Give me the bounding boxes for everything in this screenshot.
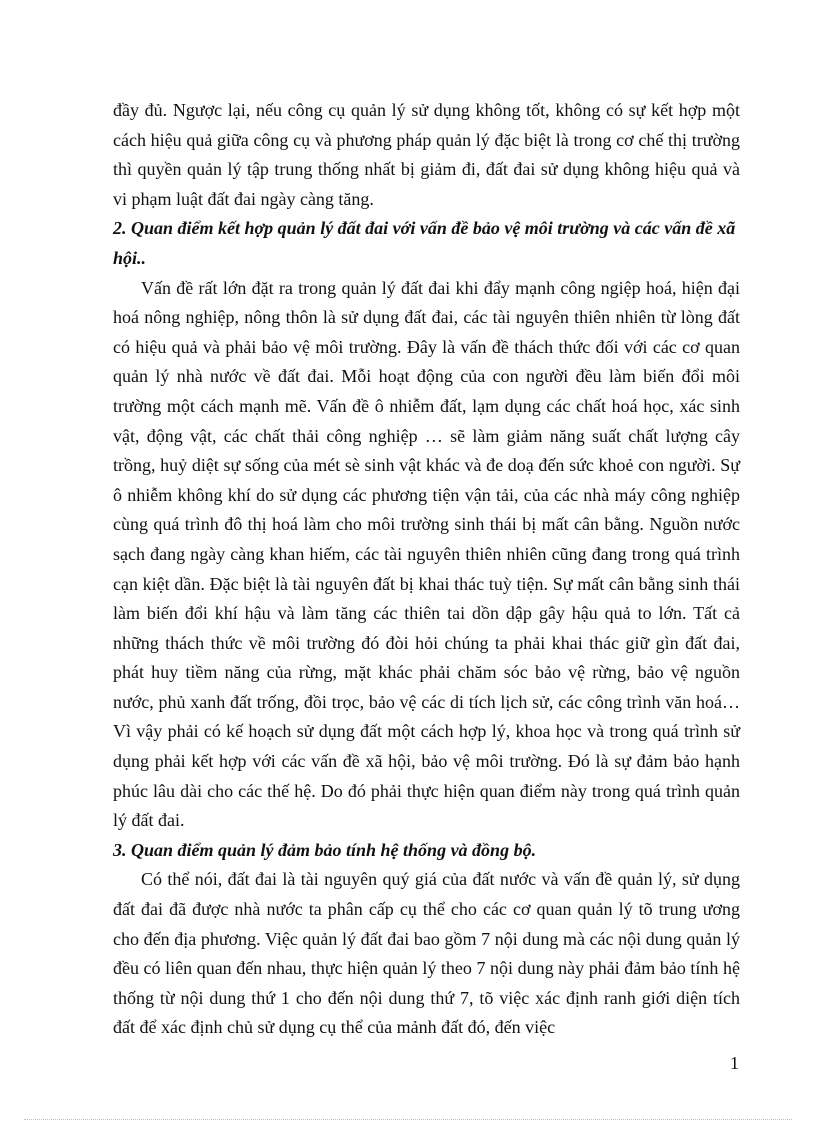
paragraph-system-sync: Có thể nói, đất đai là tài nguyên quý giá của đất nước và vấn đề quản lý, sử dụng đất đai đã được nhà nước ta phân cấp cụ thể cho các cơ quan quản lý tõ trung ương cho đến địa phương. Việc quản lý đất đai bao gồm 7 nội dung mà các nội dung quản lý đều có liên quan đến nhau, thực hiện quản lý theo 7 nội dung này phải đảm bảo tính hệ thống từ nội dung thứ 1 cho đến nội dung thứ 7, tõ việc xác định ranh giới diện tích đất để xác định chủ sử dụng cụ thể của mảnh đất đó, đến việc — [113, 869, 740, 1038]
paragraph-intro-continuation: đầy đủ. Ngược lại, nếu công cụ quản lý sử dụng không tốt, không có sự kết hợp một cách hiệu quả giữa công cụ và phương pháp quản lý đặc biệt là trong cơ chế thị trường thì quyền quản lý tập trung thống nhất bị giảm đi, đất đai sử dụng không hiệu quả và vi phạm luật đất đai ngày càng tăng. — [113, 100, 740, 209]
section-heading-3: 3. Quan điểm quản lý đảm bảo tính hệ thống và đồng bộ. — [113, 839, 537, 860]
section-heading-2: 2. Quan điểm kết hợp quản lý đất đai với vấn đề bảo vệ môi trường và các vấn đề xã hội.. — [113, 218, 736, 268]
footer-divider — [24, 1119, 792, 1120]
paragraph-environment: Vấn đề rất lớn đặt ra trong quản lý đất đai khi đẩy mạnh công ngiệp hoá, hiện đại hoá nông nghiệp, nông thôn là sử dụng đất đai, các tài nguyên thiên nhiên từ lòng đất có hiệu quả và phải bảo vệ môi trường. Đây là vấn đề thách thức đối với các cơ quan quản lý nhà nước về đất đai. Mỗi hoạt động của con người đều làm biến đổi môi trường một cách mạnh mẽ. Vấn đề ô nhiễm đất, lạm dụng các chất hoá học, xác sinh vật, động vật, các chất thải công nghiệp … sẽ làm giảm năng suất chất lượng cây trồng, huỷ diệt sự sống của mét sè sinh vật khác và đe doạ đến sức khoẻ con người. Sự ô nhiễm không khí do sử dụng các phương tiện vận tải, của các nhà máy công nghiệp cùng quá trình đô thị hoá làm cho môi trường sinh thái bị mất cân bằng. Nguồn nước sạch đang ngày càng khan hiếm, các tài nguyên thiên nhiên cũng đang trong quá trình cạn kiệt dần. Đặc biệt là tài nguyên đất bị khai thác tuỳ tiện. Sự mất cân bằng sinh thái làm biến đổi khí hậu và làm tăng các thiên tai dồn dập gây hậu quả to lớn. Tất cả những thách thức về môi trường đó đòi hỏi chúng ta phải khai thác giữ gìn đất đai, phát huy tiềm năng của rừng, mặt khác phải chăm sóc bảo vệ rừng, bảo vệ nguồn nước, phủ xanh đất trống, đồi trọc, bảo vệ các di tích lịch sử, các công trình văn hoá… Vì vậy phải có kế hoạch sử dụng đất một cách hợp lý, khoa học và trong quá trình sử dụng phải kết hợp với các vấn đề xã hội, bảo vệ môi trường. Đó là sự đảm bảo hạnh phúc lâu dài cho các thế hệ. Do đó phải thực hiện quan điểm này trong quá trình quản lý đất đai. — [113, 277, 740, 831]
document-body — [113, 96, 740, 1043]
page-number: 1 — [730, 1053, 739, 1073]
